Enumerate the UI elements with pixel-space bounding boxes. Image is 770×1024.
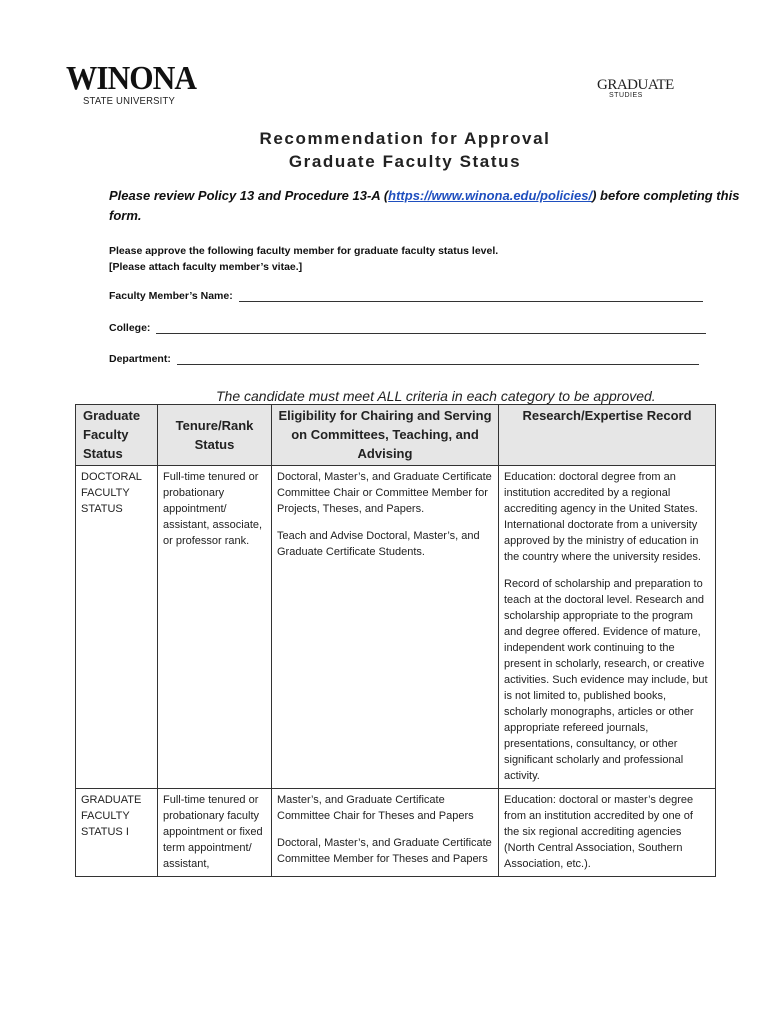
research-paragraph: Record of scholarship and preparation to teach at the doctoral level. Research and scholarship appropriate to the program and degree offered. Evidence of mature, independent work continuing to the present in scholarly, research, or creative activities. Such evidence may include, but is not limited to, published books, scholarly monographs, articles or other appropriate refereed journals, presentations, consultancy, or other significant scholarly and professional activity. <box>504 578 708 782</box>
table-header-row <box>76 405 716 466</box>
intro-paragraph <box>109 186 749 226</box>
instruction-line-2: [Please attach faculty member’s vitae.] <box>109 261 303 273</box>
research-paragraph: Education: doctoral or master’s degree from an institution accredited by one of the six regional accrediting agencies (North Central Association, Southern Association, etc.). <box>504 794 694 870</box>
policies-link[interactable]: https://www.winona.edu/policies/ <box>388 188 593 203</box>
instruction-line-1: Please approve the following faculty member for graduate faculty status level. <box>109 245 499 257</box>
cell-research <box>499 789 716 877</box>
eligibility-paragraph: Master’s, and Graduate Certificate Committee Chair for Theses and Papers <box>277 794 474 822</box>
cell-tenure: Full-time tenured or probationary faculty appointment or fixed term appointment/ assistant, <box>158 789 272 877</box>
eligibility-paragraph: Teach and Advise Doctoral, Master’s, and Graduate Certificate Students. <box>277 530 480 558</box>
intro-text-after: ) before completing this form. <box>109 188 740 223</box>
header-eligibility: Eligibility for Chairing and Serving on Committees, Teaching, and Advising <box>272 405 499 466</box>
department-input[interactable] <box>177 354 699 365</box>
page-title-line1: Recommendation for Approval <box>259 129 551 148</box>
faculty-name-label: Faculty Member’s Name: <box>109 290 233 302</box>
criteria-table <box>75 404 716 877</box>
cell-eligibility <box>272 466 499 789</box>
logo-wordmark: WINONA <box>66 60 197 97</box>
table-row <box>76 789 716 877</box>
cell-status: GRADUATE FACULTY STATUS I <box>76 789 158 877</box>
eligibility-paragraph: Doctoral, Master’s, and Graduate Certificate Committee Chair or Committee Member for Projects, Theses, and Papers. <box>277 471 492 515</box>
header-graduate-faculty-status: Graduate Faculty Status <box>76 405 158 466</box>
research-paragraph: Education: doctoral degree from an institution accredited by a regional accrediting agency in the United States. International doctorate from a university approved by the ministry of education in the country where the university resides. <box>504 471 701 563</box>
department-field <box>109 353 699 365</box>
faculty-name-input[interactable] <box>239 291 703 302</box>
graduate-logo-text: GRADUATE <box>597 77 674 93</box>
college-label: College: <box>109 322 151 334</box>
cell-tenure: Full-time tenured or probationary appointment/ assistant, associate, or professor rank. <box>158 466 272 789</box>
logo-subtitle: STATE UNIVERSITY <box>83 95 176 108</box>
faculty-name-field <box>109 290 703 302</box>
criteria-note: The candidate must meet ALL criteria in each category to be approved. <box>216 388 656 404</box>
department-label: Department: <box>109 353 171 365</box>
winona-logo <box>66 60 197 108</box>
graduate-studies-logo <box>597 77 674 100</box>
college-input[interactable] <box>156 323 706 334</box>
intro-text-before: Please review Policy 13 and Procedure 13-A ( <box>109 188 389 203</box>
studies-logo-text: STUDIES <box>609 92 643 99</box>
eligibility-paragraph: Doctoral, Master’s, and Graduate Certificate Committee Member for Theses and Papers <box>277 837 492 865</box>
cell-eligibility <box>272 789 499 877</box>
page-title-line2: Graduate Faculty Status <box>288 152 522 171</box>
header-tenure-rank-status: Tenure/Rank Status <box>158 405 272 466</box>
header-research-expertise: Research/Expertise Record <box>499 405 716 466</box>
cell-research <box>499 466 716 789</box>
table-row <box>76 466 716 789</box>
cell-status: DOCTORAL FACULTY STATUS <box>76 466 158 789</box>
college-field <box>109 322 706 334</box>
